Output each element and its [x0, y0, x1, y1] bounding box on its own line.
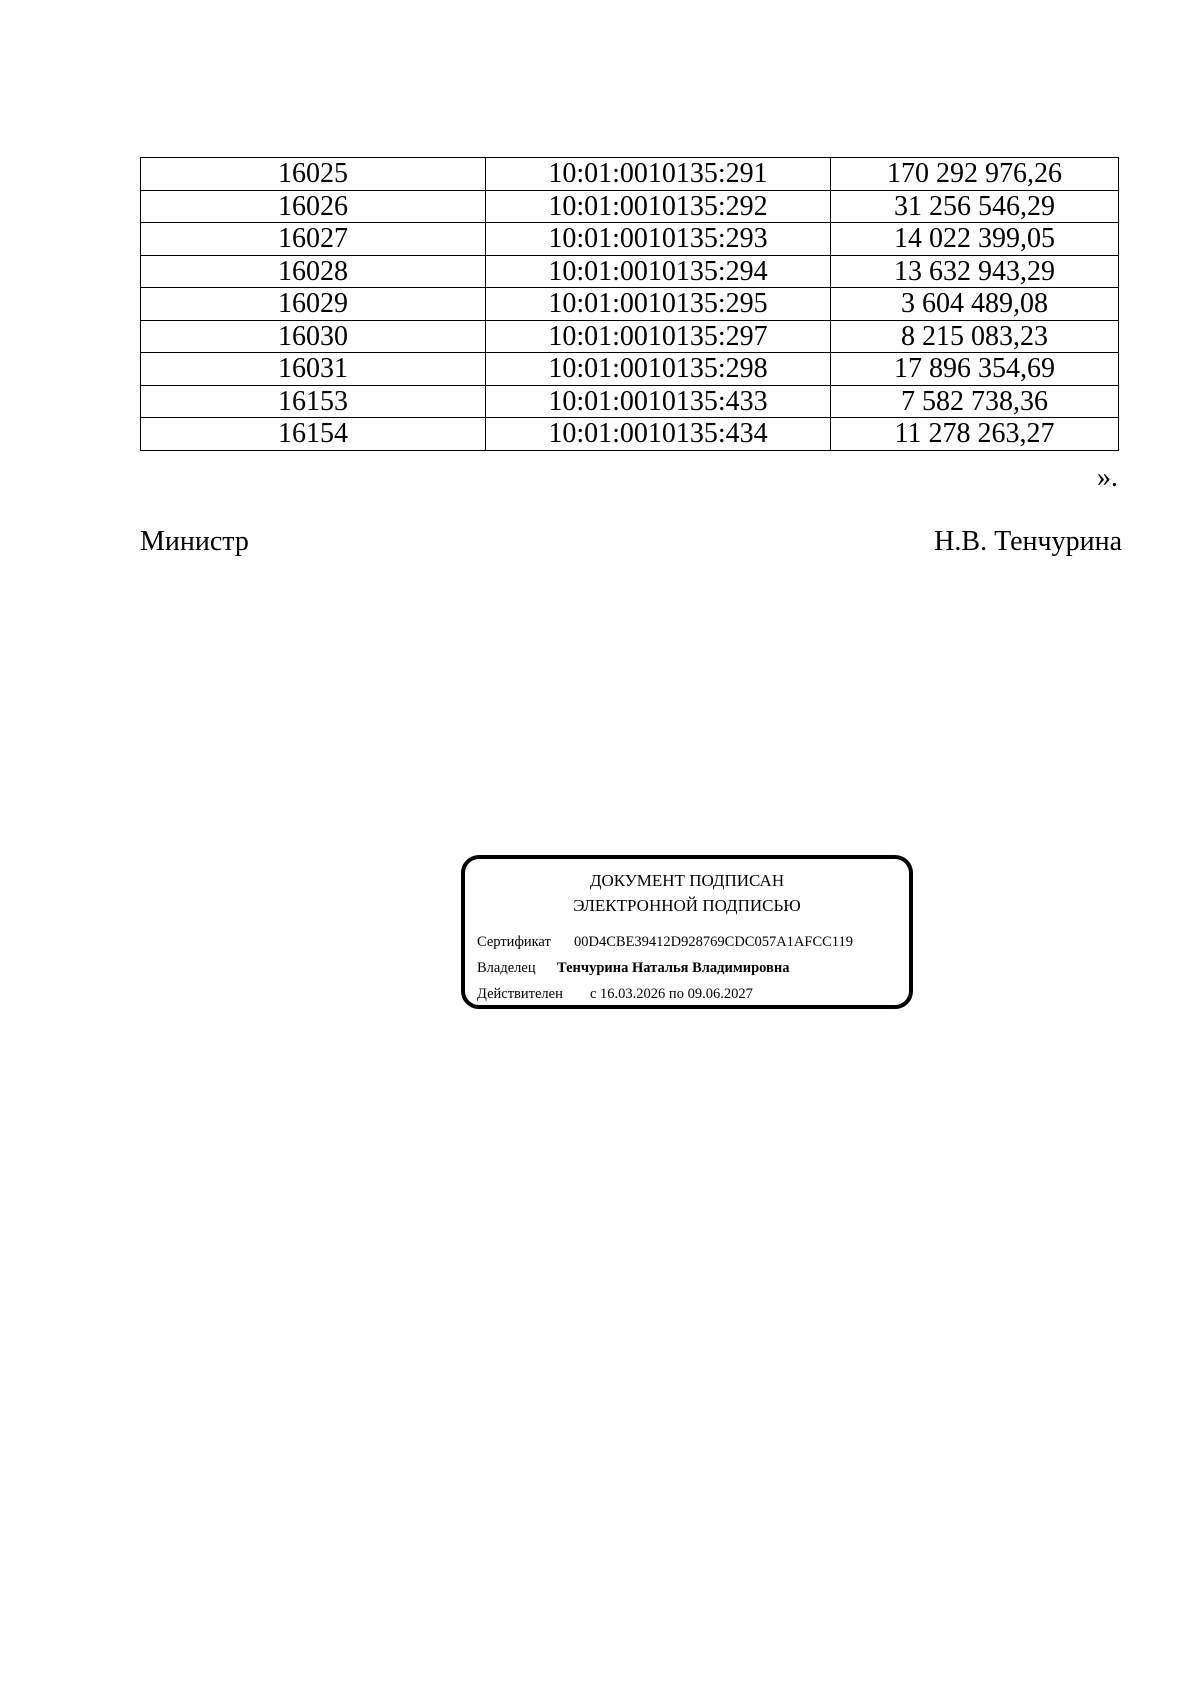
certificate-label: Сертификат: [477, 934, 551, 950]
cadastral-value-cell: 31 256 546,29: [831, 190, 1119, 223]
electronic-signature-stamp: [461, 855, 913, 1009]
cadastral-value-cell: 8 215 083,23: [831, 320, 1119, 353]
closing-quote: ».: [1097, 462, 1118, 493]
cadastral-value-cell: 14 022 399,05: [831, 223, 1119, 256]
stamp-heading-line2: ЭЛЕКТРОННОЙ ПОДПИСЬЮ: [573, 896, 801, 915]
cadastral-number-cell: 10:01:0010135:297: [486, 320, 831, 353]
table-row: [141, 288, 1119, 321]
table-row: [141, 223, 1119, 256]
row-number-cell: 16154: [141, 418, 486, 451]
stamp-certificate-row: [477, 934, 853, 951]
table-row: [141, 255, 1119, 288]
cadastral-value-cell: 17 896 354,69: [831, 353, 1119, 386]
stamp-validity-row: [477, 986, 753, 1003]
cadastral-value-table: [140, 157, 1119, 451]
stamp-owner-row: [477, 960, 789, 977]
row-number-cell: 16027: [141, 223, 486, 256]
row-number-cell: 16028: [141, 255, 486, 288]
cadastral-number-cell: 10:01:0010135:292: [486, 190, 831, 223]
cadastral-number-cell: 10:01:0010135:298: [486, 353, 831, 386]
row-number-cell: 16029: [141, 288, 486, 321]
row-number-cell: 16030: [141, 320, 486, 353]
row-number-cell: 16153: [141, 385, 486, 418]
table-body: [141, 158, 1119, 451]
cadastral-value-cell: 11 278 263,27: [831, 418, 1119, 451]
cadastral-number-cell: 10:01:0010135:293: [486, 223, 831, 256]
row-number-cell: 16025: [141, 158, 486, 191]
valid-label: Действителен: [477, 986, 563, 1002]
certificate-value: 00D4CBE39412D928769CDC057A1AFCC119: [574, 934, 854, 950]
cadastral-number-cell: 10:01:0010135:433: [486, 385, 831, 418]
table-row: [141, 353, 1119, 386]
valid-value: с 16.03.2026 по 09.06.2027: [590, 986, 753, 1002]
cadastral-value-cell: 13 632 943,29: [831, 255, 1119, 288]
cadastral-value-cell: 7 582 738,36: [831, 385, 1119, 418]
row-number-cell: 16031: [141, 353, 486, 386]
cadastral-value-cell: 170 292 976,26: [831, 158, 1119, 191]
table-row: [141, 190, 1119, 223]
stamp-heading: [465, 868, 909, 918]
cadastral-value-cell: 3 604 489,08: [831, 288, 1119, 321]
table-row: [141, 158, 1119, 191]
owner-value: Тенчурина Наталья Владимировна: [557, 960, 790, 976]
cadastral-number-cell: 10:01:0010135:295: [486, 288, 831, 321]
table-row: [141, 385, 1119, 418]
cadastral-number-cell: 10:01:0010135:291: [486, 158, 831, 191]
table-row: [141, 320, 1119, 353]
cadastral-number-cell: 10:01:0010135:434: [486, 418, 831, 451]
cadastral-number-cell: 10:01:0010135:294: [486, 255, 831, 288]
row-number-cell: 16026: [141, 190, 486, 223]
table-row: [141, 418, 1119, 451]
stamp-heading-line1: ДОКУМЕНТ ПОДПИСАН: [589, 871, 785, 890]
signer-title: Министр: [140, 526, 249, 557]
owner-label: Владелец: [477, 960, 536, 976]
signer-name: Н.В. Тенчурина: [934, 526, 1122, 557]
